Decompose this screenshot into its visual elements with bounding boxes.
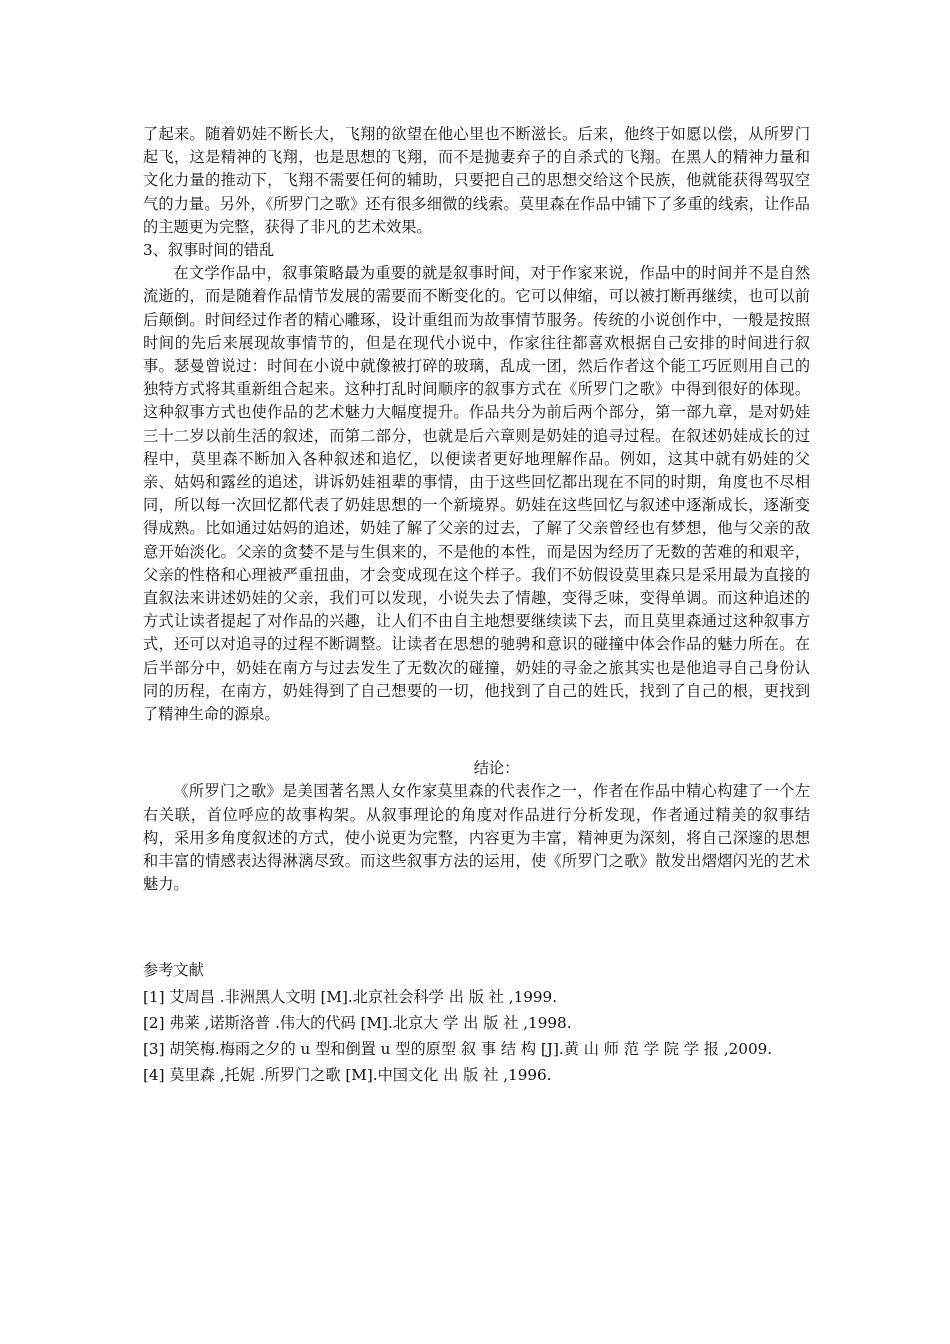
references-list (143, 984, 810, 1088)
document-page (143, 123, 810, 1088)
section-3-body-paragraph: 在文学作品中，叙事策略最为重要的就是叙事时间，对于作家来说，作品中的时间并不是自然流逝的，而是随着作品情节发展的需要而不断变化的。它可以伸缩，可以被打断再继续，也可以前后颠倒。时间经过作者的精心雕琢，设计重组而为故事情节服务。传统的小说创作中，一般是按照时间的先后来展现故事情节的，但是在现代小说中，作家往往都喜欢根据自己安排的时间进行叙事。瑟曼曾说过：时间在小说中就像被打碎的玻璃，乱成一团，然后作者这个能工巧匠则用自己的独特方式将其重新组合起来。这种打乱时间顺序的叙事方式在《所罗门之歌》中得到很好的体现。这种叙事方式也使作品的艺术魅力大幅度提升。作品共分为前后两个部分，第一部九章，是对奶娃三十二岁以前生活的叙述，而第二部分，也就是后六章则是奶娃的追寻过程。在叙述奶娃成长的过程中，莫里森不断加入各种叙述和追忆，以便读者更好地理解作品。例如，这其中就有奶娃的父亲、姑妈和露丝的追述，讲诉奶娃祖辈的事情，由于这些回忆都出现在不同的时期，角度也不尽相同，所以每一次回忆都代表了奶娃思想的一个新境界。奶娃在这些回忆与叙述中逐渐成长，逐渐变得成熟。比如通过姑妈的追述，奶娃了解了父亲的过去，了解了父亲曾经也有梦想，他与父亲的敌意开始淡化。父亲的贪婪不是与生俱来的，不是他的本性，而是因为经历了无数的苦难的和艰辛，父亲的性格和心理被严重扭曲，才会变成现在这个样子。我们不妨假设莫里森只是采用最为直接的直叙法来讲述奶娃的父亲，我们可以发现，小说失去了情趣，变得乏味，变得单调。而这种追述的方式让读者提起了对作品的兴趣，让人们不由自主地想要继续读下去，而且莫里森通过这种叙事方式，还可以对追寻的过程不断调整。让读者在思想的驰骋和意识的碰撞中体会作品的魅力所在。在后半部分中，奶娃在南方与过去发生了无数次的碰撞，奶娃的寻金之旅其实也是他追寻自己身份认同的历程，在南方，奶娃得到了自己想要的一切，他找到了自己的姓氏，找到了自己的根，更找到了精神生命的源泉。 (143, 264, 810, 724)
section-3-heading: 3、叙事时间的错乱 (143, 241, 275, 260)
spacer (143, 726, 810, 757)
reference-item: [4] 莫里森 ,托妮 .所罗门之歌 [M].中国文化 出 版 社 ,1996. (143, 1065, 552, 1084)
section-continuation-paragraph: 了起来。随着奶娃不断长大，飞翔的欲望在他心里也不断滋长。后来，他终于如愿以偿，从所罗门起飞，这是精神的飞翔，也是思想的飞翔，而不是抛妻弃子的自杀式的飞翔。在黑人的精神力量和文化力量的推动下，飞翔不需要任何的辅助，只要把自己的思想交给这个民族，他就能获得驾驭空气的力量。另外，《所罗门之歌》还有很多细微的线索。莫里森在作品中铺下了多重的线索，让作品的主题更为完整，获得了非凡的艺术效果。 (143, 125, 810, 236)
reference-item: [2] 弗莱 ,诺斯洛普 .伟大的代码 [M].北京大 学 出 版 社 ,1998. (143, 1013, 572, 1032)
references-heading: 参考文献 (143, 960, 204, 979)
reference-item: [1] 艾周昌 .非洲黑人文明 [M].北京社会科学 出 版 社 ,1999. (143, 987, 558, 1006)
conclusion-body-paragraph: 《所罗门之歌》是美国著名黑人女作家莫里森的代表作之一，作者在作品中精心构建了一个左右关联，首位呼应的故事构架。从叙事理论的角度对作品进行分析发现，作者通过精美的叙事结构，采用多角度叙述的方式，使小说更为完整，内容更为丰富，精神更为深刻，将自己深邃的思想和丰富的情感表达得淋漓尽致。而这些叙事方法的运用，使《所罗门之歌》散发出熠熠闪光的艺术魅力。 (143, 782, 810, 894)
spacer (143, 897, 810, 959)
conclusion-heading: 结论： (473, 759, 520, 778)
reference-item: [3] 胡笑梅.梅雨之夕的 u 型和倒置 u 型的原型 叙 事 结 构 [J].黄 山 师 范 学 院 学 报 ,2009. (143, 1039, 773, 1058)
